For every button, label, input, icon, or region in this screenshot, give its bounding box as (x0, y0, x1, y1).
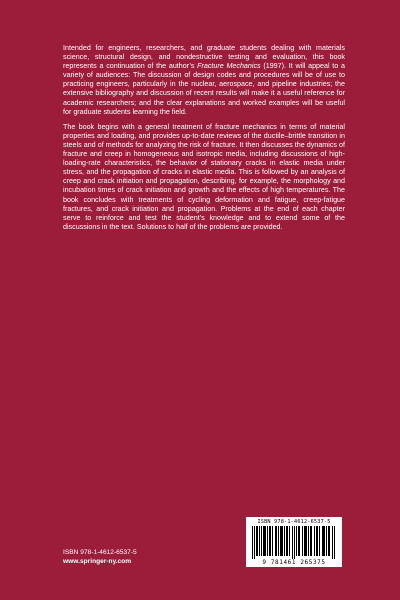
publisher-info (63, 548, 137, 566)
publisher-url: www.springer-ny.com (63, 558, 132, 565)
barcode-number: 9 781461 265375 (262, 559, 326, 566)
blurb-book-title: Fracture Mechanics (197, 62, 261, 71)
barcode-bars (252, 526, 336, 559)
blurb-p1-text-a: Intended for engineers, researchers, and graduate students dealing with materials science, structural design, and nondestructive testing and evaluation, this book represents a continuation of the author’s (63, 44, 345, 71)
blurb-p1-text-b: (1997). It will appeal to a variety of audiences: The discussion of design codes and procedures will be of use to practicing engineers, particularly in the nuclear, aerospace, and pipeline industries; the extensive bibliography and discussion of recent results will make it a useful reference for academic researchers; and the clear explanations and worked examples will be useful for graduate students learning the field. (63, 62, 345, 116)
back-cover-blurb (63, 44, 345, 238)
blurb-paragraph-2: The book begins with a general treatment of fracture mechanics in terms of material properties and loading, and provides up-to-date reviews of the ductile–brittle transition in steels and of methods for analyzing the risk of fracture. It then discusses the dynamics of fracture and creep in homogeneous and isotropic media, including discussions of high-loading-rate characteristics, the behavior of stationary cracks in elastic media under stress, and the propagation of cracks in elastic media. This is followed by an analysis of creep and crack initiation and propagation, describing, for example, the morphology and incubation times of crack initiation and growth and the effects of high temperatures. The book concludes with treatments of cycling deformation and fatigue, creep-fatigue fractures, and crack initiation and propagation. Problems at the end of each chapter serve to reinforce and test the student’s knowledge and to extend some of the discussions in the text. Solutions to half of the problems are provided. (63, 122, 345, 231)
barcode-isbn-label: ISBN 978-1-4612-6537-5 (257, 519, 331, 525)
blurb-paragraph-1 (63, 44, 345, 117)
isbn-label: ISBN 978-1-4612-6537-5 (63, 549, 137, 556)
barcode (246, 517, 342, 567)
